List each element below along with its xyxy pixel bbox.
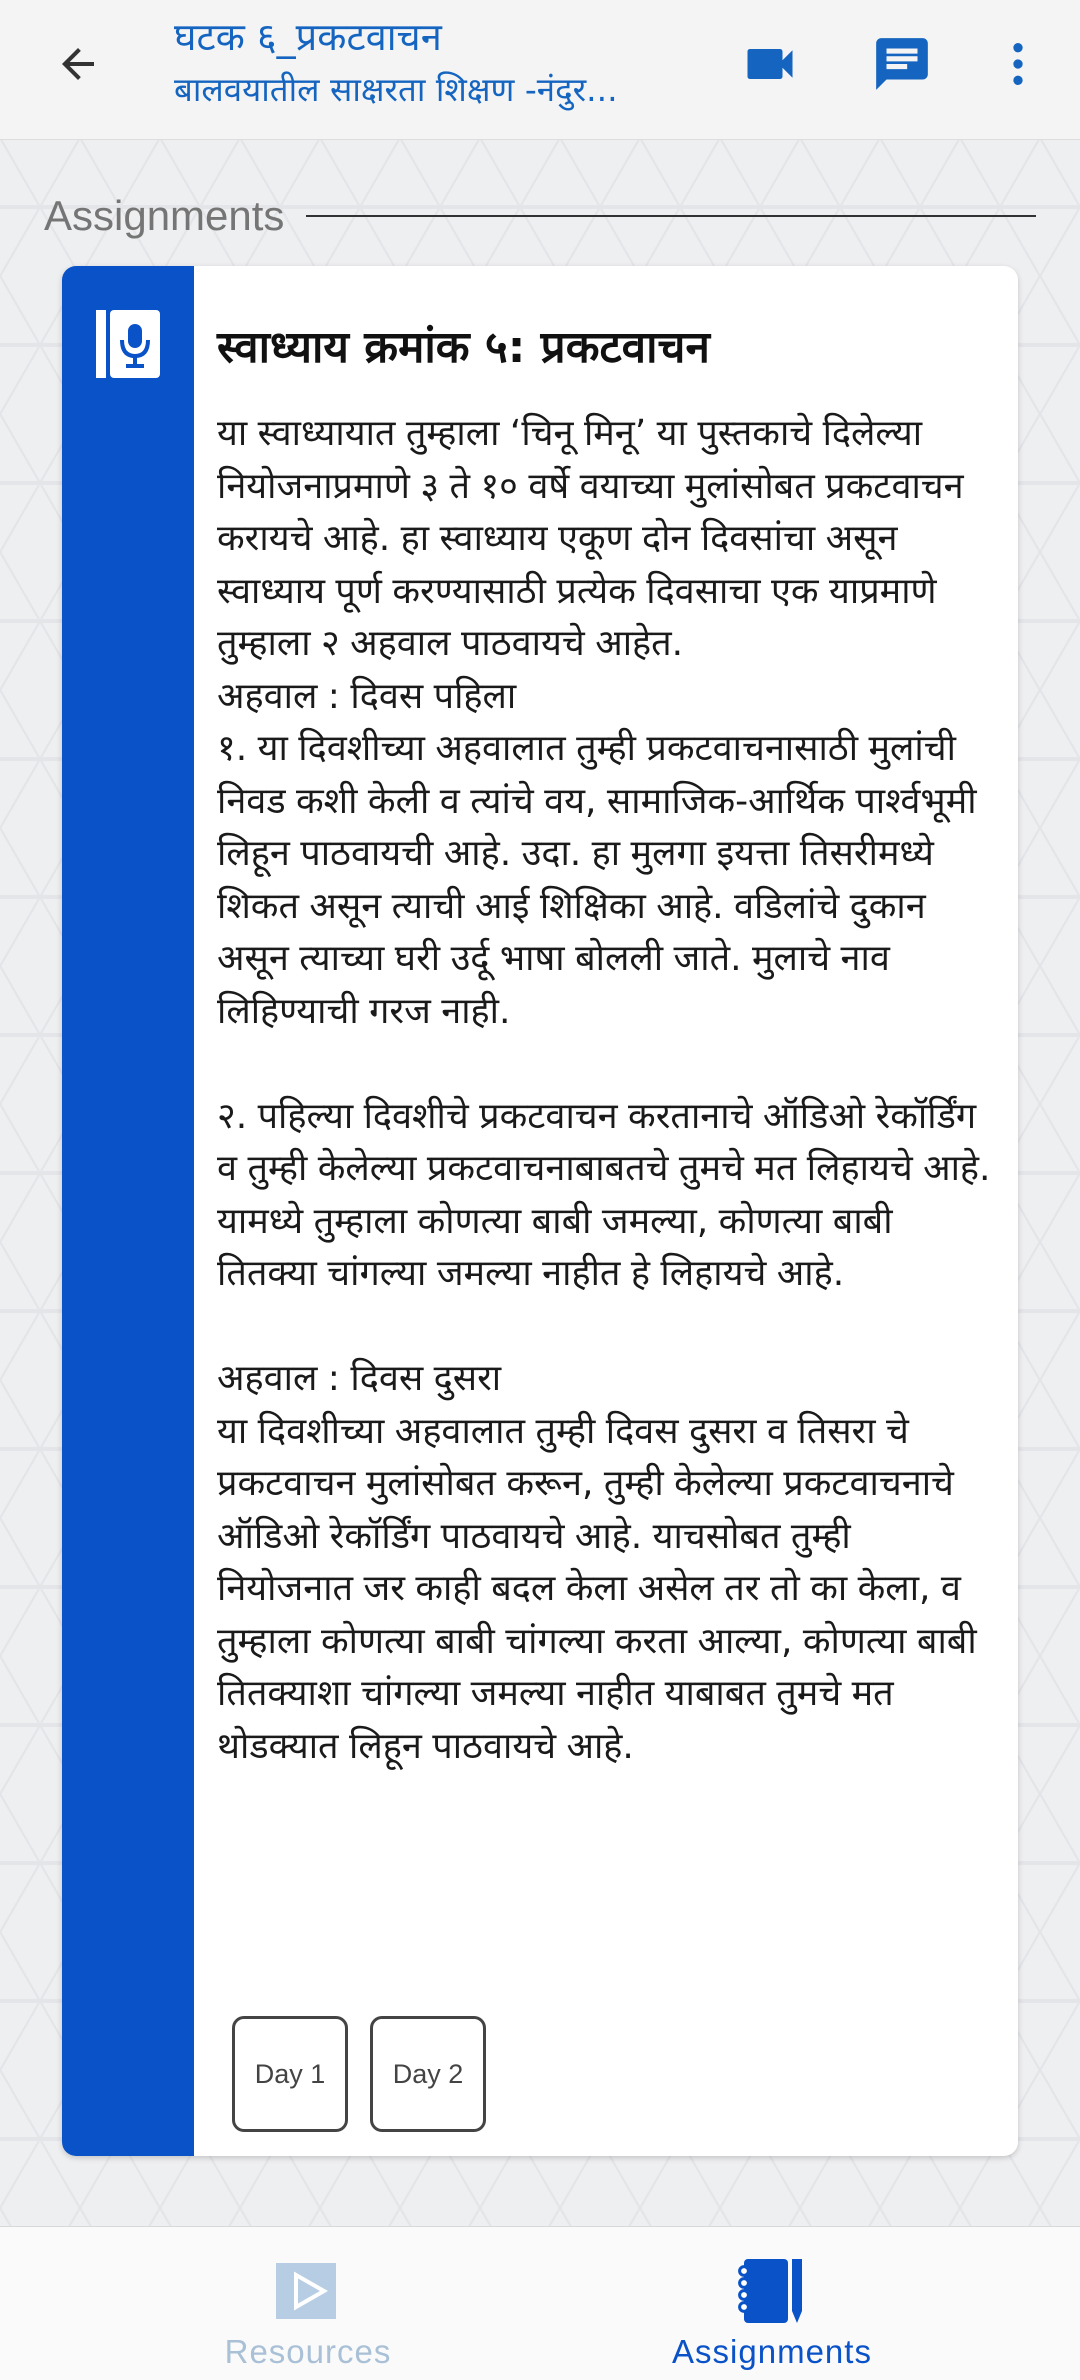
video-camera-icon bbox=[740, 34, 800, 94]
section-title: Assignments bbox=[44, 192, 285, 239]
chat-button[interactable] bbox=[866, 28, 938, 100]
app-bar bbox=[0, 0, 1080, 140]
card-body bbox=[217, 316, 997, 1773]
chat-icon bbox=[871, 33, 933, 95]
card-accent-strip bbox=[62, 266, 194, 2156]
day-2-button[interactable]: Day 2 bbox=[370, 2016, 486, 2132]
notebook-mic-icon bbox=[96, 310, 160, 378]
assignment-card bbox=[62, 266, 1018, 2156]
nav-assignments-label: Assignments bbox=[672, 2333, 872, 2370]
day-1-button[interactable]: Day 1 bbox=[232, 2016, 348, 2132]
nav-resources[interactable] bbox=[158, 2227, 458, 2380]
page-title: घटक ६_प्रकटवाचन bbox=[174, 15, 442, 59]
more-options-button[interactable] bbox=[982, 28, 1054, 100]
section-divider bbox=[306, 215, 1036, 217]
back-arrow-icon bbox=[54, 40, 102, 88]
day-buttons bbox=[232, 2016, 486, 2132]
assignment-description: या स्वाध्यायात तुम्हाला ‘चिनू मिनू’ या पुस्तकाचे दिलेल्या नियोजनाप्रमाणे ३ ते १० वर्षे वयाच्या मुलांसोबत प्रकटवाचन करायचे आहे. हा स्वाध्याय एकूण दोन दिवसांचा असून स्वाध्याय पूर्ण करण्यासाठी प्रत्येक दिवसाचा एक याप्रमाणे तुम्हाला २ अहवाल पाठवायचे आहेत. अहवाल : दिवस पहिला १. या दिवशीच्या अहवालात तुम्ही प्रकटवाचनासाठी मुलांची निवड कशी केली व त्यांचे वय, सामाजिक-आर्थिक पार्श्वभूमी लिहून पाठवायची आहे. उदा. हा मुलगा इयत्ता तिसरीमध्ये शिकत असून त्याची आई शिक्षिका आहे. वडिलांचे दुकान असून त्याच्या घरी उर्दू भाषा बोलली जाते. मुलाचे नाव लिहिण्याची गरज नाही. २. पहिल्या दिवशीचे प्रकटवाचन करतानाचे ऑडिओ रेकॉर्डिंग व तुम्ही केलेल्या प्रकटवाचनाबाबतचे तुमचे मत लिहायचे आहे. यामध्ये तुम्हाला कोणत्या बाबी जमल्या, कोणत्या बाबी तितक्या चांगल्या जमल्या नाहीत हे लिहायचे आहे. अहवाल : दिवस दुसरा या दिवशीच्या अहवालात तुम्ही दिवस दुसरा व तिसरा चे प्रकटवाचन मुलांसोबत करून, तुम्ही केलेल्या प्रकटवाचनाचे ऑडिओ रेकॉर्डिंग पाठवायचे आहे. याचसोबत तुम्ही नियोजनात जर काही बदल केला असेल तर तो का केला, व तुम्हाला कोणत्या बाबी चांगल्या करता आल्या, कोणत्या बाबी तितक्याशा चांगल्या जमल्या नाहीत याबाबत तुमचे मत थोडक्यात लिहून पाठवायचे आहे. bbox=[217, 413, 991, 1767]
page-subtitle: बालवयातील साक्षरता शिक्षण -नंदुर... bbox=[174, 70, 618, 109]
bottom-navigation bbox=[0, 2226, 1080, 2380]
header-titles bbox=[174, 10, 694, 116]
video-button[interactable] bbox=[734, 28, 806, 100]
notebook-icon bbox=[736, 2255, 808, 2327]
more-vert-icon bbox=[990, 36, 1046, 92]
back-button[interactable] bbox=[44, 30, 112, 98]
nav-assignments[interactable] bbox=[622, 2227, 922, 2380]
section-header bbox=[44, 186, 1036, 246]
nav-resources-label: Resources bbox=[224, 2333, 392, 2370]
assignment-title: स्वाध्याय क्रमांक ५: प्रकटवाचन bbox=[217, 322, 710, 373]
play-icon bbox=[272, 2255, 344, 2327]
